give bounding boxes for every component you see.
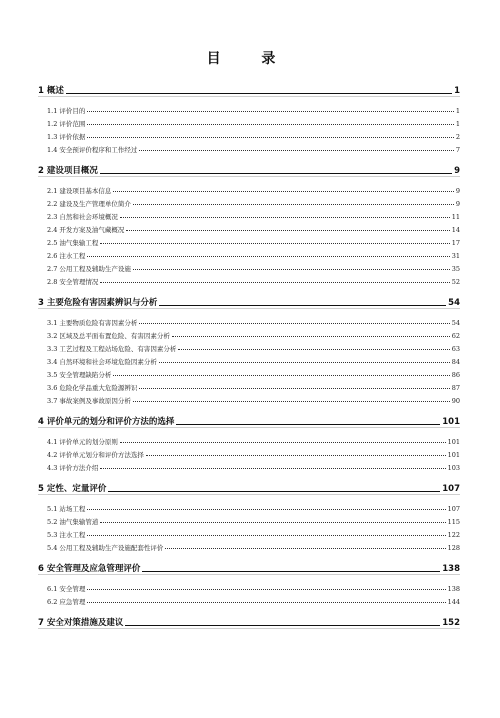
section-page-number: 115 <box>447 518 460 526</box>
dot-leader <box>133 269 450 270</box>
section-page-number: 103 <box>447 464 460 472</box>
chapter-title: 7 安全对策措施及建议 <box>38 618 124 628</box>
section-page-number: 128 <box>447 544 460 552</box>
section-page-number: 35 <box>451 265 460 273</box>
section-page-number: 7 <box>455 146 460 154</box>
toc-section-entry[interactable] <box>47 327 460 340</box>
section-page-number: 101 <box>447 438 460 446</box>
toc-chapter <box>0 292 500 411</box>
section-title: 1.4 安全预评价程序和工作经过 <box>47 146 138 154</box>
chapter-page-number: 54 <box>448 298 460 308</box>
dot-leader <box>176 424 440 425</box>
section-title: 1.2 评价范围 <box>47 120 86 128</box>
toc-section-entry[interactable] <box>47 526 460 539</box>
chapter-title: 4 评价单元的划分和评价方法的选择 <box>38 417 175 427</box>
dot-leader <box>100 173 452 174</box>
section-title: 3.6 危险化学品重大危险源辨识 <box>47 384 138 392</box>
section-title: 3.2 区域及总平面布置危险、有害因素分析 <box>47 332 170 340</box>
toc-section-entry[interactable] <box>47 208 460 221</box>
section-title: 3.1 主要物质危险有害因素分析 <box>47 319 138 327</box>
section-page-number: 52 <box>451 278 460 286</box>
dot-leader <box>142 571 440 572</box>
dot-leader <box>159 305 446 306</box>
section-title: 6.2 应急管理 <box>47 598 86 606</box>
table-of-contents <box>0 80 500 635</box>
chapter-page-number: 9 <box>454 166 460 176</box>
chapter-page-number: 101 <box>442 417 460 427</box>
dot-leader <box>100 522 445 523</box>
section-page-number: 31 <box>451 252 460 260</box>
section-title: 4.2 评价单元划分和评价方法选择 <box>47 451 144 459</box>
toc-section-entry[interactable] <box>47 366 460 379</box>
chapter-page-number: 1 <box>454 86 460 96</box>
section-page-number: 9 <box>455 187 460 195</box>
chapter-divider <box>38 494 460 495</box>
section-page-number: 101 <box>447 451 460 459</box>
section-title: 3.4 自然环境和社会环境危险因素分析 <box>47 358 157 366</box>
section-title: 3.5 安全管理缺陷分析 <box>47 371 112 379</box>
chapter-divider <box>38 96 460 97</box>
chapter-page-number: 138 <box>442 564 460 574</box>
toc-chapter <box>0 411 500 478</box>
dot-leader <box>87 589 445 590</box>
section-title: 5.2 油气集输管道 <box>47 518 99 526</box>
chapter-title: 1 概述 <box>38 86 64 96</box>
toc-section-entry[interactable] <box>47 141 460 154</box>
section-page-number: 90 <box>451 397 460 405</box>
section-title: 5.3 注水工程 <box>47 531 86 539</box>
section-title: 6.1 安全管理 <box>47 585 86 593</box>
section-title: 1.3 评价依据 <box>47 133 86 141</box>
dot-leader <box>87 509 445 510</box>
section-page-number: 1 <box>455 107 460 115</box>
section-title: 4.1 评价单元的划分原则 <box>47 438 118 446</box>
dot-leader <box>126 230 449 231</box>
toc-section-entry[interactable] <box>47 379 460 392</box>
section-title: 1.1 评价目的 <box>47 107 86 115</box>
section-page-number: 84 <box>451 358 460 366</box>
toc-section-entry[interactable] <box>47 433 460 446</box>
toc-section-entry[interactable] <box>47 446 460 459</box>
toc-chapter <box>0 160 500 292</box>
section-title: 4.3 评价方法介绍 <box>47 464 99 472</box>
dot-leader <box>113 375 449 376</box>
section-page-number: 2 <box>455 133 460 141</box>
toc-chapter-entry[interactable] <box>38 80 460 96</box>
dot-leader <box>120 442 446 443</box>
toc-section-entry[interactable] <box>47 392 460 405</box>
toc-section-entry[interactable] <box>47 539 460 552</box>
chapter-divider <box>38 427 460 428</box>
toc-section-entry[interactable] <box>47 314 460 327</box>
dot-leader <box>125 625 440 626</box>
section-page-number: 9 <box>455 200 460 208</box>
toc-section-entry[interactable] <box>47 513 460 526</box>
toc-section-entry[interactable] <box>47 353 460 366</box>
dot-leader <box>139 388 449 389</box>
dot-leader <box>165 548 445 549</box>
section-title: 3.3 工艺过程及工程站场危险、有害因素分析 <box>47 345 177 353</box>
section-page-number: 54 <box>451 319 460 327</box>
toc-section-entry[interactable] <box>47 580 460 593</box>
dot-leader <box>66 93 452 94</box>
chapter-title: 5 定性、定量评价 <box>38 484 107 494</box>
section-title: 2.4 开发方案及油气藏概况 <box>47 226 125 234</box>
page-title: 目 录 <box>206 51 294 67</box>
section-title: 3.7 事故案例及事故原因分析 <box>47 397 131 405</box>
section-page-number: 1 <box>455 120 460 128</box>
section-title: 2.6 注水工程 <box>47 252 86 260</box>
toc-section-entry[interactable] <box>47 221 460 234</box>
dot-leader <box>120 217 450 218</box>
dot-leader <box>87 124 453 125</box>
dot-leader <box>139 323 449 324</box>
dot-leader <box>87 111 453 112</box>
dot-leader <box>159 362 450 363</box>
section-title: 2.5 油气集输工程 <box>47 239 99 247</box>
section-page-number: 62 <box>451 332 460 340</box>
section-page-number: 11 <box>451 213 460 221</box>
toc-chapter-entry[interactable] <box>38 292 460 308</box>
section-title: 2.8 安全管理情况 <box>47 278 99 286</box>
toc-section-entry[interactable] <box>47 340 460 353</box>
toc-section-entry[interactable] <box>47 260 460 273</box>
dot-leader <box>113 191 453 192</box>
toc-chapter-entry[interactable] <box>38 558 460 574</box>
dot-leader <box>133 204 454 205</box>
section-page-number: 86 <box>451 371 460 379</box>
chapter-divider <box>38 574 460 575</box>
section-page-number: 14 <box>451 226 460 234</box>
toc-chapter-entry[interactable] <box>38 160 460 176</box>
toc-section-entry[interactable] <box>47 593 460 606</box>
chapter-divider <box>38 176 460 177</box>
toc-section-entry[interactable] <box>47 459 460 472</box>
dot-leader <box>172 336 450 337</box>
toc-section-entry[interactable] <box>47 195 460 208</box>
section-page-number: 144 <box>447 598 460 606</box>
dot-leader <box>87 602 445 603</box>
dot-leader <box>100 243 449 244</box>
chapter-page-number: 152 <box>442 618 460 628</box>
chapter-divider <box>38 308 460 309</box>
section-page-number: 63 <box>451 345 460 353</box>
dot-leader <box>87 535 445 536</box>
toc-chapter <box>0 80 500 160</box>
toc-section-entry[interactable] <box>47 102 460 115</box>
section-page-number: 17 <box>451 239 460 247</box>
toc-chapter <box>0 478 500 558</box>
section-title: 2.3 自然和社会环境概况 <box>47 213 118 221</box>
toc-section-entry[interactable] <box>47 500 460 513</box>
dot-leader <box>133 401 450 402</box>
toc-chapter <box>0 612 500 635</box>
chapter-title: 6 安全管理及应急管理评价 <box>38 564 141 574</box>
toc-section-entry[interactable] <box>47 247 460 260</box>
toc-section-entry[interactable] <box>47 273 460 286</box>
section-title: 5.4 公用工程及辅助生产设施配套性评价 <box>47 544 164 552</box>
chapter-divider <box>38 628 460 629</box>
section-page-number: 87 <box>451 384 460 392</box>
dot-leader <box>139 150 453 151</box>
dot-leader <box>100 282 449 283</box>
toc-section-entry[interactable] <box>47 115 460 128</box>
section-page-number: 107 <box>447 505 460 513</box>
toc-chapter-entry[interactable] <box>38 411 460 427</box>
dot-leader <box>178 349 449 350</box>
section-title: 2.2 建设及生产管理单位简介 <box>47 200 131 208</box>
dot-leader <box>108 491 440 492</box>
chapter-title: 2 建设项目概况 <box>38 166 98 176</box>
toc-chapter-entry[interactable] <box>38 478 460 494</box>
toc-chapter <box>0 558 500 612</box>
dot-leader <box>100 468 445 469</box>
section-title: 5.1 站场工程 <box>47 505 86 513</box>
dot-leader <box>87 256 449 257</box>
section-page-number: 138 <box>447 585 460 593</box>
dot-leader <box>87 137 453 138</box>
toc-chapter-entry[interactable] <box>38 612 460 628</box>
toc-section-entry[interactable] <box>47 128 460 141</box>
chapter-title: 3 主要危险有害因素辨识与分析 <box>38 298 158 308</box>
section-page-number: 122 <box>447 531 460 539</box>
section-title: 2.7 公用工程及辅助生产设施 <box>47 265 131 273</box>
toc-section-entry[interactable] <box>47 234 460 247</box>
toc-section-entry[interactable] <box>47 182 460 195</box>
chapter-page-number: 107 <box>442 484 460 494</box>
section-title: 2.1 建设项目基本信息 <box>47 187 112 195</box>
dot-leader <box>146 455 446 456</box>
